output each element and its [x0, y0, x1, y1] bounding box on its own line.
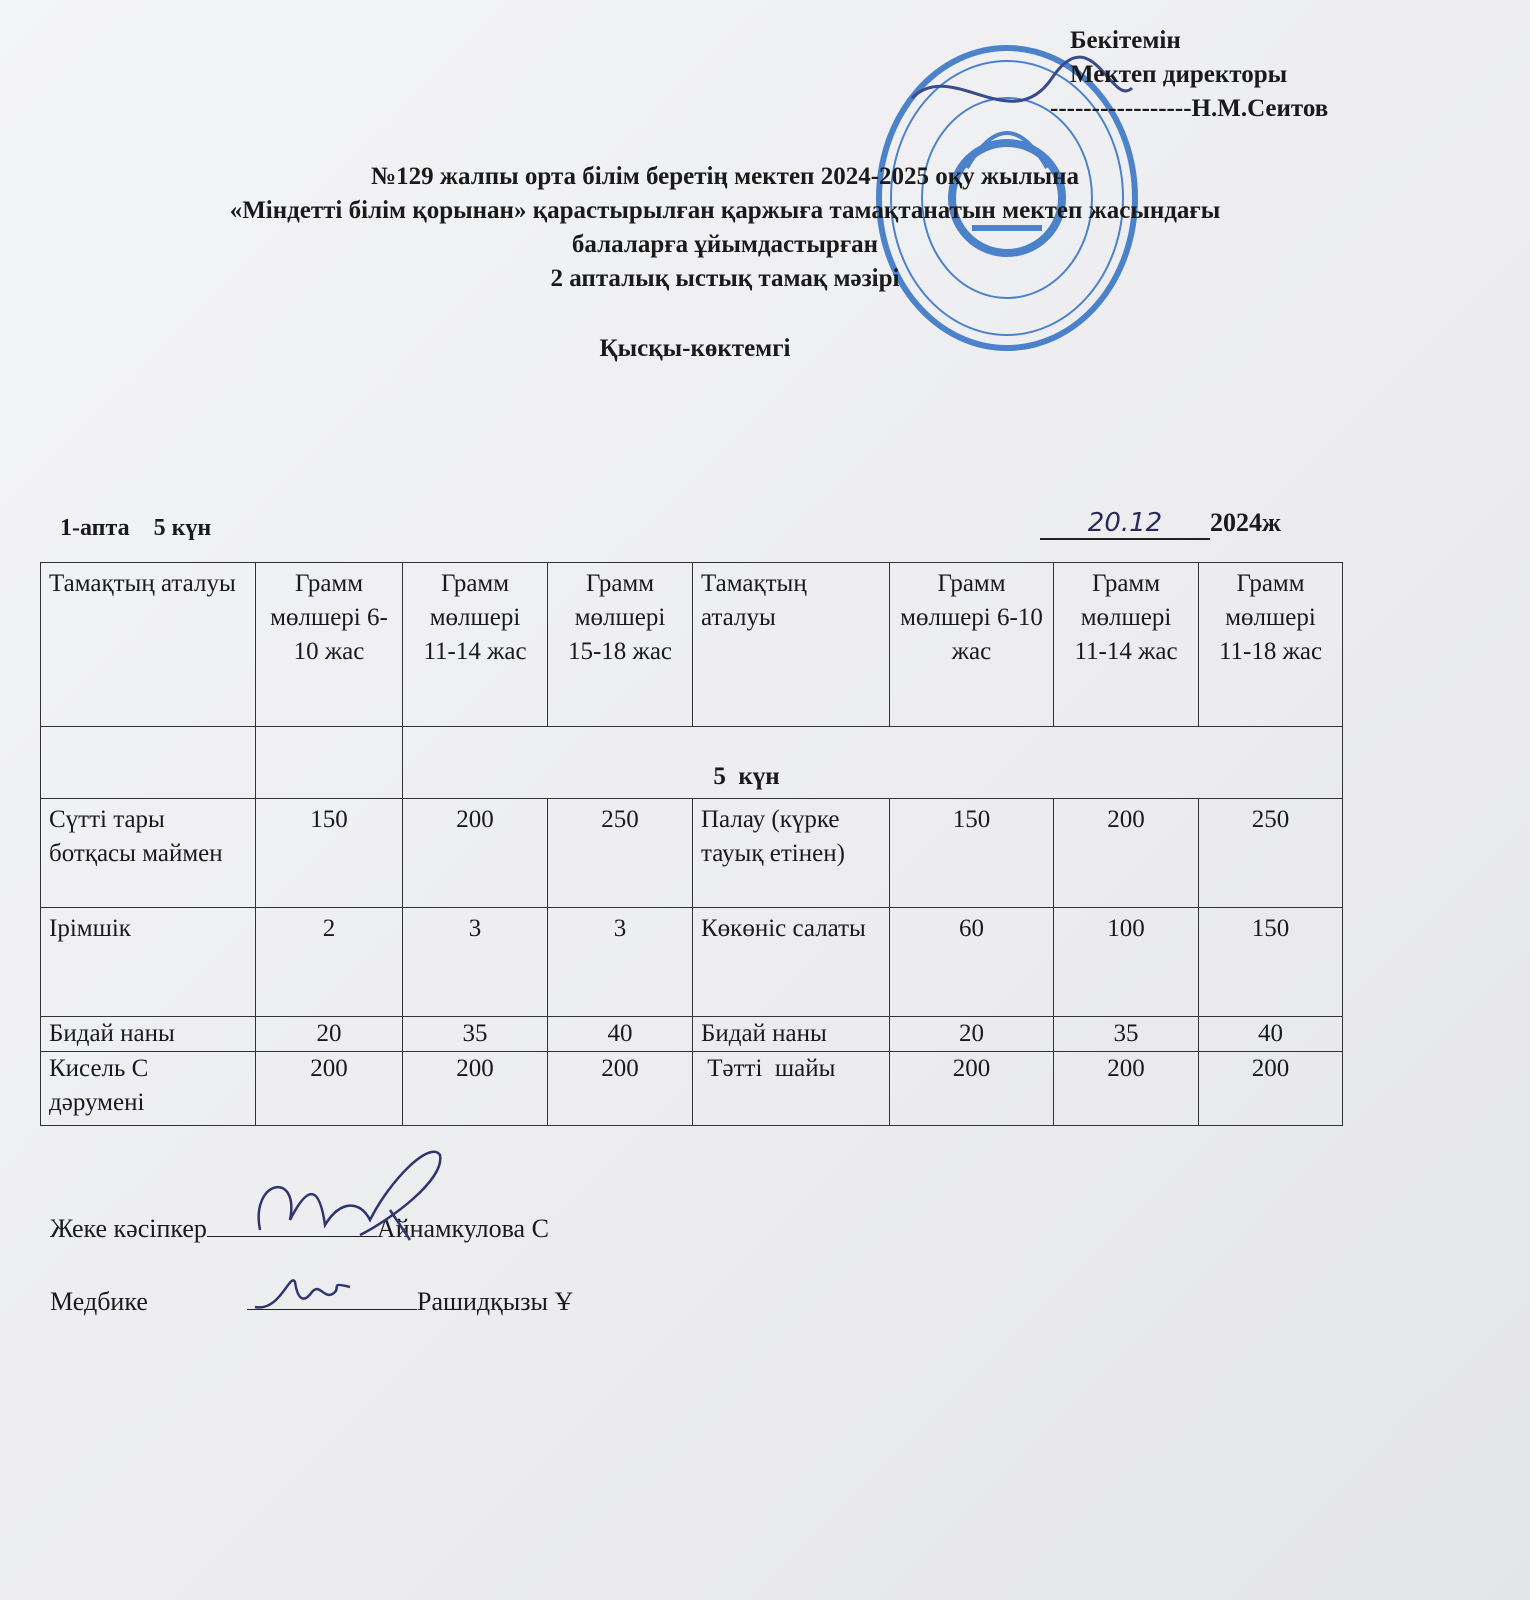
day-label: 5 күн	[403, 727, 1343, 799]
gram-cell: 2	[256, 908, 403, 1017]
signature-name: Рашидқызы Ұ	[417, 1287, 574, 1316]
entrepreneur-signature	[240, 1140, 460, 1250]
gram-cell: 200	[1199, 1052, 1343, 1126]
gram-cell: 3	[403, 908, 548, 1017]
dish-cell: Кисель С дәрумені	[41, 1052, 256, 1126]
gram-cell: 40	[1199, 1017, 1343, 1052]
gram-cell: 200	[403, 799, 548, 908]
title-line: балаларға ұйымдастырған	[571, 231, 879, 258]
gram-cell: 3	[548, 908, 693, 1017]
menu-table	[40, 562, 1343, 1126]
dish-cell: Тәтті шайы	[693, 1052, 890, 1126]
header-cell: Грамм мөлшері 11-14 жас	[403, 563, 548, 727]
gram-cell: 60	[890, 908, 1054, 1017]
date	[1040, 508, 1281, 540]
gram-cell: 150	[256, 799, 403, 908]
gram-cell: 20	[890, 1017, 1054, 1052]
signature-name: Айнамкулова С	[376, 1214, 549, 1243]
gram-cell: 35	[403, 1017, 548, 1052]
gram-cell: 250	[1199, 799, 1343, 908]
date-year: 2024ж	[1210, 508, 1281, 537]
dish-cell: Сүтті тары ботқасы маймен	[41, 799, 256, 908]
title-line: №129 жалпы орта білім беретің мектеп 2024-2025 оқу жылына	[370, 163, 1080, 190]
empty-cell	[41, 727, 256, 799]
gram-cell: 150	[1199, 908, 1343, 1017]
header-cell: Грамм мөлшері 11-18 жас	[1199, 563, 1343, 727]
gram-cell: 200	[1054, 1052, 1199, 1126]
gram-cell: 200	[548, 1052, 693, 1126]
gram-cell: 200	[403, 1052, 548, 1126]
dish-cell: Бидай наны	[41, 1017, 256, 1052]
handwritten-date: 20.12	[1040, 508, 1210, 540]
dish-cell: Ірімшік	[41, 908, 256, 1017]
header-cell: Тамақтың аталуы	[41, 563, 256, 727]
gram-cell: 150	[890, 799, 1054, 908]
season-label: Қысқы-көктемгі	[599, 335, 791, 362]
header-cell: Грамм мөлшері 6-10 жас	[256, 563, 403, 727]
gram-cell: 200	[256, 1052, 403, 1126]
signature-role: Жеке кәсіпкер	[50, 1214, 207, 1243]
gram-cell: 200	[1054, 799, 1199, 908]
approval-position: Мектеп директоры	[1070, 61, 1288, 88]
dish-cell: Көкөніс салаты	[693, 908, 890, 1017]
table-row	[41, 1052, 1343, 1126]
approval-name: -----------------Н.М.Сеитов	[1050, 95, 1329, 122]
day-row	[41, 727, 1343, 799]
dish-cell: Палау (күрке тауық етінен)	[693, 799, 890, 908]
table-header-row	[41, 563, 1343, 727]
header-cell: Грамм мөлшері 15-18 жас	[548, 563, 693, 727]
gram-cell: 200	[890, 1052, 1054, 1126]
gram-cell: 250	[548, 799, 693, 908]
title-line: «Міндетті білім қорынан» қарастырылған қаржыға тамақтанатын мектеп жасындағы	[229, 197, 1221, 224]
approval-heading: Бекітемін	[1070, 27, 1181, 54]
table-row	[41, 908, 1343, 1017]
nurse-signature	[250, 1262, 360, 1322]
week-day-label: 1-апта 5 күн	[60, 515, 212, 541]
title-line: 2 апталық ыстық тамақ мәзірі	[550, 265, 900, 292]
gram-cell: 100	[1054, 908, 1199, 1017]
header-cell: Грамм мөлшері 6-10 жас	[890, 563, 1054, 727]
header-cell: Тамақтың аталуы	[693, 563, 890, 727]
header-cell: Грамм мөлшері 11-14 жас	[1054, 563, 1199, 727]
empty-cell	[256, 727, 403, 799]
gram-cell: 40	[548, 1017, 693, 1052]
gram-cell: 35	[1054, 1017, 1199, 1052]
dish-cell: Бидай наны	[693, 1017, 890, 1052]
approval-block	[1050, 24, 1329, 126]
table-row	[41, 1017, 1343, 1052]
signature-role: Медбике	[50, 1287, 148, 1316]
table-row	[41, 799, 1343, 908]
gram-cell: 20	[256, 1017, 403, 1052]
document-title	[60, 160, 1390, 296]
